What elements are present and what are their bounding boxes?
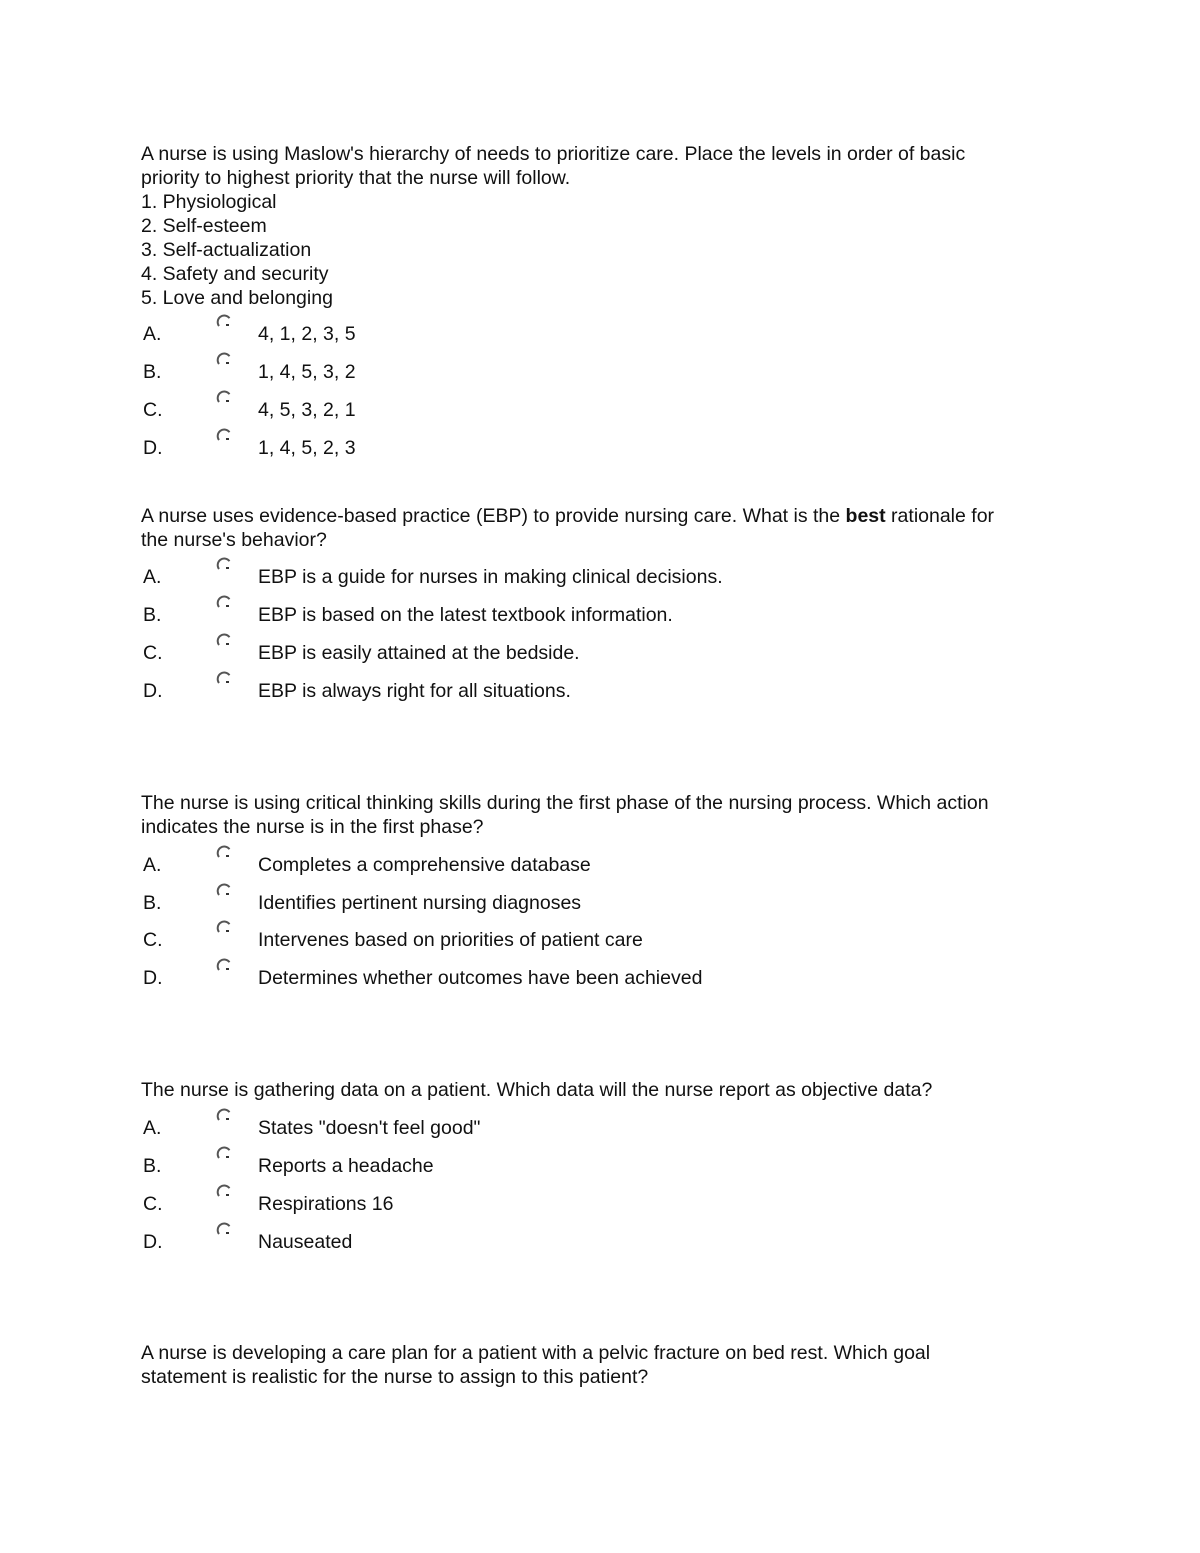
- radio-button-icon[interactable]: [214, 387, 234, 407]
- question-4-option-d[interactable]: [141, 1227, 1041, 1257]
- option-text: EBP is easily attained at the bedside.: [258, 642, 580, 664]
- option-letter: B.: [143, 361, 162, 383]
- question-1-option-c[interactable]: [141, 395, 1041, 425]
- question-1-list-item-3: 3. Self-actualization: [141, 239, 312, 261]
- option-text: 1, 4, 5, 3, 2: [258, 361, 356, 383]
- question-1-option-d[interactable]: [141, 433, 1041, 463]
- question-3-line-2: indicates the nurse is in the first phase?: [141, 816, 484, 838]
- option-text: Respirations 16: [258, 1193, 394, 1215]
- radio-button-icon[interactable]: [214, 349, 234, 369]
- option-text: States "doesn't feel good": [258, 1117, 481, 1139]
- option-text: EBP is always right for all situations.: [258, 680, 571, 702]
- radio-button-icon[interactable]: [214, 668, 234, 688]
- option-text: 4, 5, 3, 2, 1: [258, 399, 356, 421]
- question-5-stem: [141, 1341, 1061, 1389]
- radio-button-icon[interactable]: [214, 842, 234, 862]
- option-letter: C.: [143, 929, 163, 951]
- option-letter: C.: [143, 642, 163, 664]
- question-2-stem: [141, 504, 1061, 552]
- option-letter: C.: [143, 1193, 163, 1215]
- option-text: EBP is based on the latest textbook information.: [258, 604, 673, 626]
- question-2-line-1-start: A nurse uses evidence-based practice (EBP) to provide nursing care. What is the: [141, 505, 846, 527]
- question-4-option-c[interactable]: [141, 1189, 1041, 1219]
- radio-button-icon[interactable]: [214, 1219, 234, 1239]
- option-letter: A.: [143, 566, 162, 588]
- question-1-option-b[interactable]: [141, 357, 1041, 387]
- question-2-line-2: the nurse's behavior?: [141, 529, 327, 551]
- option-letter: D.: [143, 437, 163, 459]
- option-text: Nauseated: [258, 1231, 353, 1253]
- radio-button-icon[interactable]: [214, 917, 234, 937]
- question-4-option-a[interactable]: [141, 1113, 1041, 1143]
- question-1-line-2: priority to highest priority that the nurse will follow.: [141, 167, 571, 189]
- radio-button-icon[interactable]: [214, 554, 234, 574]
- radio-button-icon[interactable]: [214, 1143, 234, 1163]
- option-text: EBP is a guide for nurses in making clinical decisions.: [258, 566, 723, 588]
- radio-button-icon[interactable]: [214, 880, 234, 900]
- radio-button-icon[interactable]: [214, 592, 234, 612]
- option-letter: D.: [143, 967, 163, 989]
- question-5-line-1: A nurse is developing a care plan for a patient with a pelvic fracture on bed rest. Which goal: [141, 1342, 931, 1364]
- question-4-option-b[interactable]: [141, 1151, 1041, 1181]
- question-2-emphasis: best: [845, 505, 886, 527]
- question-3-line-1: The nurse is using critical thinking skills during the first phase of the nursing process. Which action: [141, 792, 989, 814]
- question-2-option-b[interactable]: [141, 600, 1041, 630]
- radio-button-icon[interactable]: [214, 311, 234, 331]
- question-2-option-a[interactable]: [141, 562, 1041, 592]
- question-4-line-1: The nurse is gathering data on a patient. Which data will the nurse report as objective data?: [141, 1079, 933, 1101]
- option-text: Identifies pertinent nursing diagnoses: [258, 892, 582, 914]
- question-2-line-1: [141, 504, 1061, 528]
- option-letter: A.: [143, 1117, 162, 1139]
- question-5-line-2: statement is realistic for the nurse to assign to this patient?: [141, 1366, 649, 1388]
- option-letter: D.: [143, 1231, 163, 1253]
- option-letter: D.: [143, 680, 163, 702]
- question-4-stem: [141, 1078, 1061, 1102]
- option-letter: A.: [143, 323, 162, 345]
- question-3-option-c[interactable]: [141, 925, 1041, 955]
- option-text: Reports a headache: [258, 1155, 434, 1177]
- question-1-option-a[interactable]: [141, 319, 1041, 349]
- option-text: Determines whether outcomes have been achieved: [258, 967, 703, 989]
- question-3-option-d[interactable]: [141, 963, 1041, 993]
- option-letter: B.: [143, 1155, 162, 1177]
- radio-button-icon[interactable]: [214, 1181, 234, 1201]
- question-2-line-1-end: rationale for: [885, 505, 995, 527]
- option-text: Completes a comprehensive database: [258, 854, 591, 876]
- question-3-option-b[interactable]: [141, 888, 1041, 918]
- question-1-stem: [141, 142, 1061, 310]
- question-1-list-item-5: 5. Love and belonging: [141, 287, 333, 309]
- radio-button-icon[interactable]: [214, 630, 234, 650]
- option-letter: C.: [143, 399, 163, 421]
- radio-button-icon[interactable]: [214, 1105, 234, 1125]
- question-3-stem: [141, 791, 1061, 839]
- question-2-option-c[interactable]: [141, 638, 1041, 668]
- question-1-line-1: A nurse is using Maslow's hierarchy of needs to prioritize care. Place the levels in order of basic: [141, 143, 966, 165]
- option-letter: B.: [143, 892, 162, 914]
- question-1-list-item-4: 4. Safety and security: [141, 263, 329, 285]
- question-3-option-a[interactable]: [141, 850, 1041, 880]
- option-letter: A.: [143, 854, 162, 876]
- question-2-option-d[interactable]: [141, 676, 1041, 706]
- radio-button-icon[interactable]: [214, 425, 234, 445]
- option-text: 4, 1, 2, 3, 5: [258, 323, 356, 345]
- question-1-list-item-1: 1. Physiological: [141, 191, 277, 213]
- option-letter: B.: [143, 604, 162, 626]
- option-text: Intervenes based on priorities of patient care: [258, 929, 643, 951]
- radio-button-icon[interactable]: [214, 955, 234, 975]
- question-1-list-item-2: 2. Self-esteem: [141, 215, 267, 237]
- option-text: 1, 4, 5, 2, 3: [258, 437, 356, 459]
